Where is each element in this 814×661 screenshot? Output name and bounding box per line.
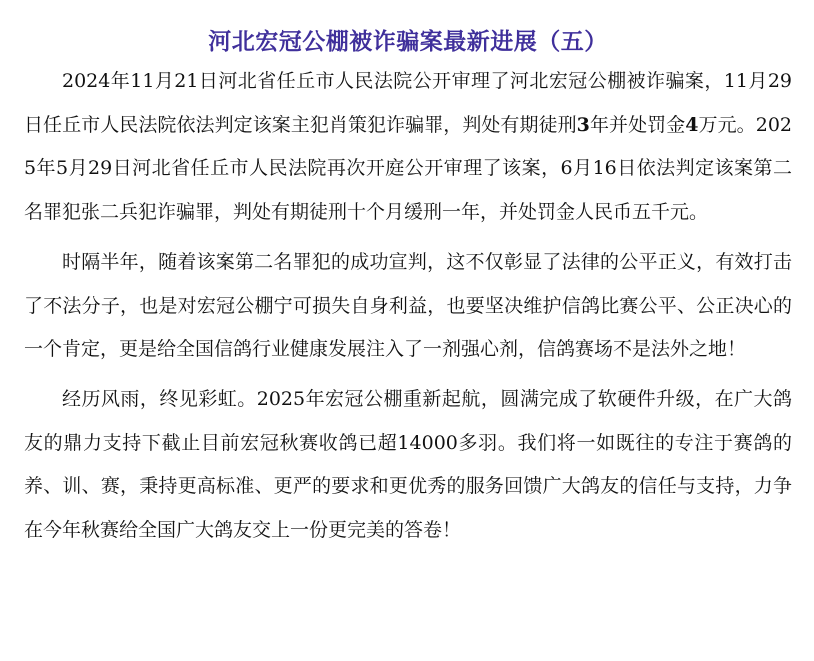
paragraph-3 bbox=[24, 378, 792, 553]
paragraph-1-segment-3: 年并处罚金 bbox=[589, 113, 686, 136]
paragraph-1-segment-5: 万元。2025年5月29日河北省任丘市人民法院再次开庭公开审理了该案，6月16日依法判定该案第二名罪犯张二兵犯诈骗罪，判处有期徒刑十个月缓刑一年，并处罚金人民币五千元。 bbox=[24, 113, 792, 224]
paragraph-1-segment-2: 3 bbox=[576, 113, 590, 136]
article-title: 河北宏冠公棚被诈骗案最新进展（五） bbox=[208, 28, 608, 55]
paragraph-3-segment-1: 经历风雨，终见彩虹。2025年宏冠公棚重新起航，圆满完成了软硬件升级，在广大鸽友的鼎力支持下截止目前宏冠秋赛收鸽已超14000多羽。我们将一如既往的专注于赛鸽的养、训、赛，秉持更高标准、更严的要求和更优秀的服务回馈广大鸽友的信任与支持，力争在今年秋赛给全国广大鸽友交上一份更完美的答卷！ bbox=[24, 387, 792, 542]
paragraph-1 bbox=[24, 60, 792, 235]
paragraph-1-segment-4: 4 bbox=[685, 113, 699, 136]
paragraph-2-segment-1: 时隔半年，随着该案第二名罪犯的成功宣判，这不仅彰显了法律的公平正义，有效打击了不法分子，也是对宏冠公棚宁可损失自身利益，也要坚决维护信鸽比赛公平、公正决心的一个肯定，更是给全国信鸽行业健康发展注入了一剂强心剂，信鸽赛场不是法外之地！ bbox=[24, 250, 792, 361]
paragraph-2 bbox=[24, 241, 792, 372]
paragraph-1-segment-1: 2024年11月21日河北省任丘市人民法院公开审理了河北宏冠公棚被诈骗案，11月29日任丘市人民法院依法判定该案主犯肖策犯诈骗罪，判处有期徒刑 bbox=[24, 70, 792, 136]
